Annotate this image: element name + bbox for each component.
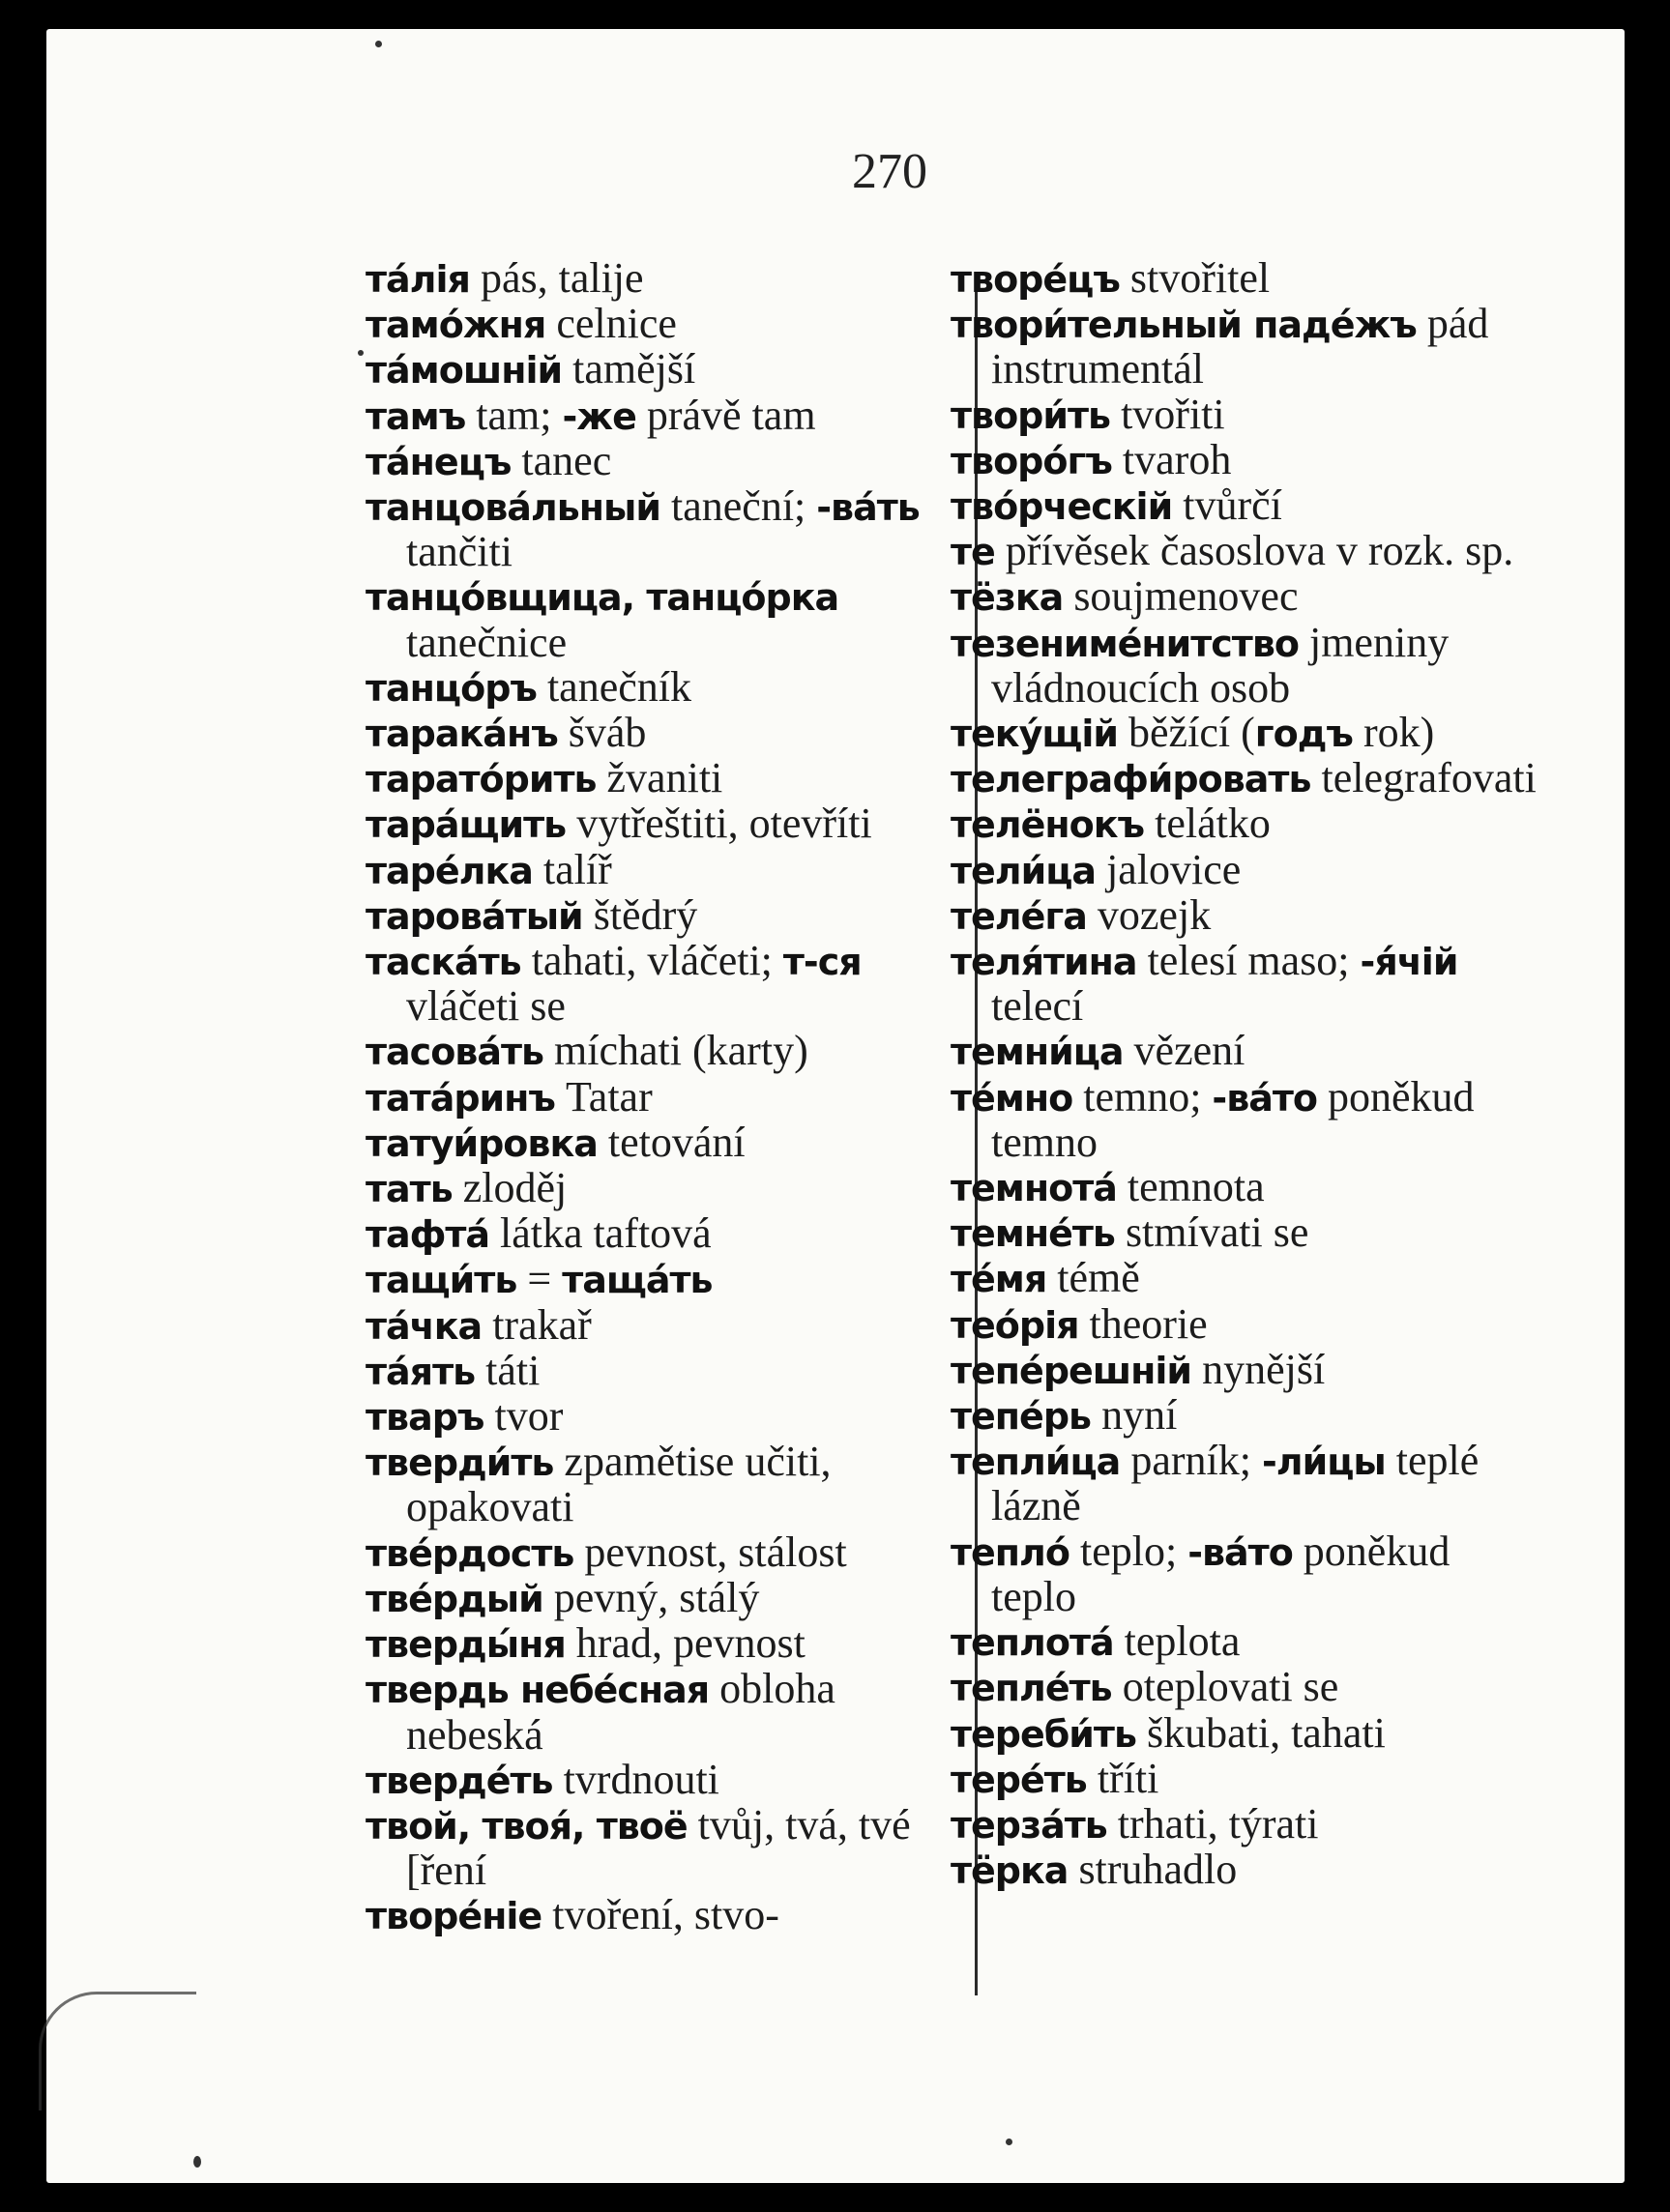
entry-gloss: pás, talije <box>469 254 644 302</box>
dictionary-entry <box>366 711 965 756</box>
scratch-mark <box>39 1992 196 2110</box>
dictionary-entry <box>951 1439 1544 1528</box>
entry-headword: таща́ть <box>562 1259 713 1302</box>
entry-gloss: tanečnice <box>406 618 568 666</box>
entry-gloss: telesí maso; <box>1136 937 1361 985</box>
entry-headword: твори́ть <box>951 393 1111 437</box>
entry-gloss: témě <box>1046 1254 1140 1302</box>
dictionary-entry <box>366 1755 965 1803</box>
entry-gloss: Tatar <box>554 1072 653 1121</box>
entry-headword: тата́ринъ <box>366 1076 555 1120</box>
entry-headword: тасова́ть <box>366 1031 544 1074</box>
entry-gloss: tahati, vláčeti; <box>520 937 783 985</box>
entry-headword: тать <box>366 1168 453 1211</box>
entry-headword: тверды́ня <box>366 1623 566 1667</box>
entry-gloss: vozejk <box>1086 890 1212 939</box>
entry-headword: тели́ца <box>951 849 1097 892</box>
dictionary-entry <box>951 1210 1544 1256</box>
entry-headword: тваръ <box>366 1396 484 1440</box>
entry-gloss: běžící ( <box>1118 709 1255 757</box>
entry-gloss: trhati, týrati <box>1106 1799 1319 1848</box>
dictionary-entry <box>951 711 1544 756</box>
entry-gloss: tvrdnouti <box>552 1755 719 1803</box>
dictionary-page <box>46 29 1625 2183</box>
dictionary-entry <box>366 801 965 847</box>
entry-gloss: taneční; <box>660 482 817 531</box>
entry-gloss: tvůrčí <box>1172 481 1282 530</box>
entry-headword: -ва́то <box>1187 1530 1293 1574</box>
entry-headword: та́чка <box>366 1304 483 1348</box>
entry-headword: терза́ть <box>951 1803 1107 1847</box>
entry-gloss: tříti <box>1086 1754 1159 1802</box>
entry-headword: те <box>951 531 995 574</box>
entry-gloss: šváb <box>557 709 647 757</box>
speck <box>358 350 364 356</box>
entry-headword: теле́га <box>951 894 1087 938</box>
dictionary-entry <box>366 1394 965 1440</box>
dictionary-entry <box>366 256 965 302</box>
dictionary-entry <box>951 1029 1544 1074</box>
dictionary-entry <box>951 390 1544 438</box>
entry-headword: танцо́вщица, танцо́рка <box>366 576 839 620</box>
speck <box>1006 2139 1012 2145</box>
dictionary-entry <box>951 1256 1544 1301</box>
entry-gloss: trakař <box>482 1300 592 1349</box>
dictionary-entry <box>366 890 965 939</box>
dictionary-entry <box>951 483 1544 529</box>
entry-gloss: parník; <box>1120 1437 1262 1485</box>
dictionary-entry <box>951 1299 1544 1348</box>
entry-headword: тереби́ть <box>951 1712 1136 1756</box>
entry-headword: тверди́ть <box>366 1441 554 1485</box>
entry-headword: теплота́ <box>951 1621 1114 1665</box>
entry-gloss: telátko <box>1144 800 1271 848</box>
dictionary-entry <box>951 1072 1544 1166</box>
entry-gloss: tamější <box>562 345 696 393</box>
dictionary-entry <box>951 756 1544 801</box>
dictionary-entry <box>366 1530 965 1576</box>
dictionary-entry <box>366 302 965 347</box>
entry-headword: творо́гъ <box>951 439 1112 482</box>
dictionary-entry <box>366 1166 965 1211</box>
entry-gloss: stmívati se <box>1114 1208 1309 1257</box>
dictionary-entry <box>366 393 965 439</box>
entry-headword: творе́цъ <box>951 258 1120 301</box>
entry-gloss: pevný, stálý <box>542 1573 760 1621</box>
dictionary-entry <box>951 1529 1544 1619</box>
entry-gloss: pád instrumentál <box>991 300 1489 393</box>
dictionary-entry <box>366 1667 965 1757</box>
entry-headword: тамо́жня <box>366 304 546 347</box>
entry-headword: та́лія <box>366 258 470 301</box>
entry-gloss: poněkud teplo <box>991 1527 1450 1620</box>
entry-gloss: theorie <box>1078 1299 1208 1348</box>
entry-headword: темнота́ <box>951 1167 1117 1210</box>
entry-headword: та́мошній <box>366 349 563 393</box>
entry-gloss: látka taftová <box>489 1209 712 1258</box>
entry-gloss: tetování <box>597 1118 746 1166</box>
entry-gloss: stvořitel <box>1119 254 1271 302</box>
entry-headword: теля́тина <box>951 941 1137 984</box>
entry-headword: телёнокъ <box>951 803 1145 847</box>
entry-gloss: temno; <box>1072 1072 1213 1121</box>
entry-gloss: zpamětise učiti, opakovati <box>406 1438 832 1531</box>
entry-gloss: právě tam <box>635 391 816 439</box>
dictionary-entry <box>366 1118 965 1166</box>
entry-gloss: tvůj, tvá, tvé [ření <box>406 1800 911 1895</box>
entry-headword: тёзка <box>951 576 1064 620</box>
entry-headword: татуи́ровка <box>366 1121 598 1165</box>
entry-gloss: přívěsek časoslova v rozk. sp. <box>994 527 1514 575</box>
entry-gloss: oteplovati se <box>1111 1663 1339 1711</box>
entry-headword: тепе́решній <box>951 1349 1192 1392</box>
entry-gloss: tvořiti <box>1110 390 1225 438</box>
entry-headword: тафта́ <box>366 1213 490 1257</box>
entry-headword: твой, твоя́, твоё <box>366 1804 688 1848</box>
entry-gloss: pevnost, stálost <box>573 1528 847 1576</box>
dictionary-entry <box>951 1799 1544 1848</box>
entry-headword: тарова́тый <box>366 894 583 938</box>
entry-gloss: jmeniny vládnoucích osob <box>991 618 1450 712</box>
dictionary-entry <box>951 890 1544 939</box>
entry-headword: тере́ть <box>951 1758 1087 1801</box>
entry-gloss: vytřeštiti, otevříti <box>566 800 872 848</box>
dictionary-entry <box>366 436 965 484</box>
dictionary-entry <box>366 1893 965 1938</box>
entry-headword: тепли́ца <box>951 1441 1121 1484</box>
dictionary-entry <box>366 347 965 393</box>
entry-gloss: tvoření, stvo- <box>542 1891 779 1939</box>
dictionary-entry <box>951 1619 1544 1665</box>
entry-gloss: teplo; <box>1069 1527 1188 1575</box>
entry-gloss: struhadlo <box>1068 1846 1238 1894</box>
entry-headword: -ва́то <box>1212 1076 1318 1120</box>
entry-headword: тарато́рить <box>366 758 597 801</box>
dictionary-entry <box>951 302 1544 392</box>
entry-gloss: obloha nebeská <box>406 1665 835 1759</box>
dictionary-entry <box>366 1346 965 1394</box>
entry-headword: тепле́ть <box>951 1667 1112 1710</box>
entry-headword: годъ <box>1254 713 1353 756</box>
entry-gloss: soujmenovec <box>1063 572 1299 621</box>
entry-headword: тамъ <box>366 394 466 438</box>
entry-gloss: táti <box>475 1346 541 1394</box>
entry-gloss: zloděj <box>452 1164 568 1212</box>
entry-gloss: míchati (karty) <box>543 1027 808 1075</box>
entry-headword: те́мя <box>951 1258 1047 1301</box>
entry-gloss: poněkud temno <box>991 1072 1475 1166</box>
entry-gloss: tančiti <box>406 528 513 576</box>
entry-headword: теку́щій <box>951 713 1119 756</box>
entry-gloss: teplota <box>1113 1617 1241 1666</box>
entry-headword: темни́ца <box>951 1031 1124 1074</box>
dictionary-entry <box>366 1029 965 1074</box>
entry-headword: тво́рческій <box>951 485 1173 529</box>
dictionary-entry <box>366 484 965 574</box>
entry-headword: тёрка <box>951 1849 1069 1893</box>
entry-gloss: temnota <box>1116 1163 1265 1211</box>
entry-headword: -я́чій <box>1360 941 1458 984</box>
dictionary-entry <box>366 1573 965 1621</box>
entry-gloss: = <box>516 1255 563 1303</box>
entry-gloss: teplé lázně <box>991 1437 1480 1530</box>
entry-gloss: telecí <box>991 982 1084 1031</box>
entry-headword: тезениме́нитство <box>951 622 1299 665</box>
entry-headword: телеграфи́ровать <box>951 758 1311 801</box>
dictionary-entry <box>951 574 1544 620</box>
entry-headword: тве́рдый <box>366 1577 543 1620</box>
entry-headword: тве́рдость <box>366 1531 574 1575</box>
left-column <box>366 256 965 1939</box>
entry-headword: -же <box>562 394 636 438</box>
entry-gloss: štědrý <box>582 890 698 939</box>
entry-gloss: celnice <box>545 300 677 348</box>
entry-headword: темне́ть <box>951 1212 1115 1256</box>
dictionary-entry <box>951 939 1544 1029</box>
dictionary-entry <box>366 845 965 893</box>
entry-headword: тверде́ть <box>366 1759 553 1802</box>
entry-gloss: žvaniti <box>596 754 723 802</box>
entry-gloss: tam; <box>465 391 563 439</box>
dictionary-entry <box>951 845 1544 893</box>
entry-headword: тео́рія <box>951 1303 1079 1347</box>
dictionary-entry <box>366 1257 965 1302</box>
dictionary-entry <box>951 435 1544 483</box>
entry-gloss: tvaroh <box>1111 435 1232 483</box>
entry-gloss: škubati, tahati <box>1135 1708 1386 1757</box>
entry-gloss: jalovice <box>1096 845 1242 893</box>
speck <box>375 41 382 47</box>
entry-headword: твори́тельный паде́жъ <box>951 304 1417 347</box>
entry-headword: тепе́рь <box>951 1395 1092 1439</box>
dictionary-entry <box>366 1440 965 1529</box>
dictionary-entry <box>366 1621 965 1667</box>
entry-headword: -ли́цы <box>1261 1441 1386 1484</box>
entry-headword: твердь небе́сная <box>366 1669 710 1712</box>
entry-headword: т-ся <box>782 941 862 984</box>
entry-headword: танцо́ръ <box>366 666 537 710</box>
entry-gloss: nyní <box>1091 1391 1178 1440</box>
entry-headword: творе́ніе <box>366 1895 542 1938</box>
entry-gloss: tanec <box>511 436 612 484</box>
dictionary-entry <box>951 1393 1544 1439</box>
entry-headword: тарака́нъ <box>366 713 558 756</box>
entry-headword: таре́лка <box>366 849 533 892</box>
entry-gloss: rok) <box>1352 709 1435 757</box>
entry-headword: таска́ть <box>366 941 521 984</box>
dictionary-entry <box>951 1165 1544 1210</box>
dictionary-entry <box>951 618 1544 712</box>
dictionary-entry <box>366 1300 965 1349</box>
entry-gloss: talíř <box>532 845 612 893</box>
entry-headword: те́мно <box>951 1076 1073 1120</box>
page-number: 270 <box>852 144 927 199</box>
entry-gloss: tvor <box>483 1392 564 1441</box>
dictionary-entry <box>366 1800 965 1895</box>
dictionary-entry <box>951 1708 1544 1757</box>
dictionary-entry <box>951 256 1544 302</box>
entry-headword: танцова́льный <box>366 486 660 530</box>
dictionary-entry <box>951 1848 1544 1893</box>
speck <box>193 2156 201 2168</box>
dictionary-entry <box>366 1211 965 1257</box>
dictionary-entry <box>366 1072 965 1121</box>
dictionary-entry <box>951 801 1544 847</box>
entry-gloss: telegrafovati <box>1310 754 1537 802</box>
entry-gloss: vězení <box>1123 1027 1245 1075</box>
dictionary-entry <box>366 939 965 1029</box>
entry-gloss: vláčeti se <box>406 982 566 1031</box>
dictionary-entry <box>951 1665 1544 1710</box>
entry-gloss: nynější <box>1191 1345 1326 1393</box>
entry-headword: та́нецъ <box>366 440 512 483</box>
entry-headword: тащи́ть <box>366 1259 517 1302</box>
entry-gloss: hrad, pevnost <box>565 1619 806 1668</box>
dictionary-entry <box>366 662 965 711</box>
right-column <box>951 256 1544 1893</box>
dictionary-entry <box>366 756 965 801</box>
entry-headword: тара́щить <box>366 803 567 847</box>
entry-gloss: tanečník <box>536 662 691 711</box>
entry-headword: -ва́ть <box>816 486 920 530</box>
entry-headword: та́ять <box>366 1350 476 1393</box>
entry-headword: тепло́ <box>951 1530 1069 1574</box>
dictionary-entry <box>951 529 1544 574</box>
dictionary-entry <box>951 1345 1544 1393</box>
dictionary-entry <box>366 574 965 664</box>
dictionary-entry <box>951 1754 1544 1802</box>
